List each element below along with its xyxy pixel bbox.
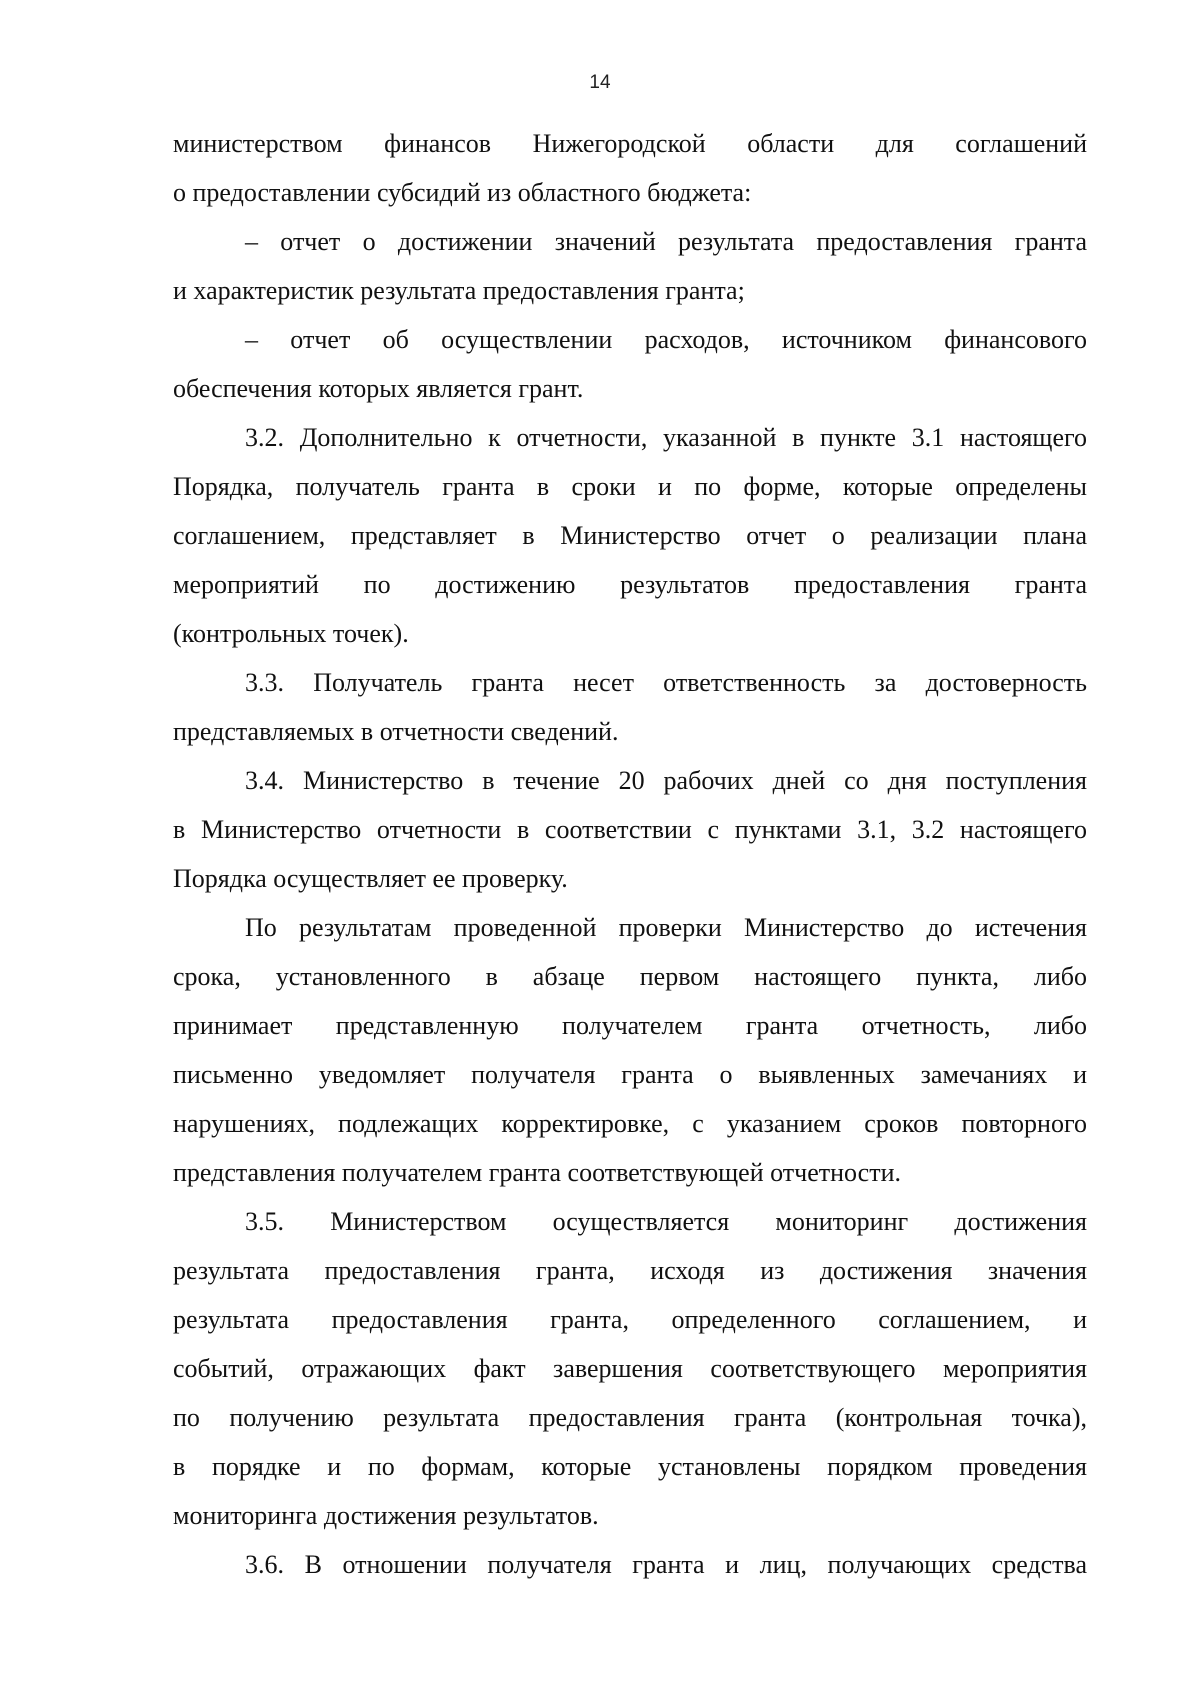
text-line: – отчет об осуществлении расходов, источником финансового <box>245 325 1087 354</box>
text-line: в Министерство отчетности в соответствии с пунктами 3.1, 3.2 настоящего <box>173 815 1087 844</box>
text-line: соглашением, представляет в Министерство отчет о реализации плана <box>173 521 1087 550</box>
text-line: принимает представленную получателем гранта отчетность, либо <box>173 1011 1087 1040</box>
text-line: 3.3. Получатель гранта несет ответственность за достоверность <box>245 668 1087 697</box>
text-line: нарушениях, подлежащих корректировке, с указанием сроков повторного <box>173 1109 1087 1138</box>
text-line: Порядка, получатель гранта в сроки и по форме, которые определены <box>173 472 1087 501</box>
text-line: мероприятий по достижению результатов предоставления гранта <box>173 570 1087 599</box>
text-line: обеспечения которых является грант. <box>173 374 584 403</box>
text-line: в порядке и по формам, которые установлены порядком проведения <box>173 1452 1087 1481</box>
text-line: 3.5. Министерством осуществляется мониторинг достижения <box>245 1207 1087 1236</box>
text-line: 3.4. Министерство в течение 20 рабочих дней со дня поступления <box>245 766 1087 795</box>
text-line: 3.2. Дополнительно к отчетности, указанной в пункте 3.1 настоящего <box>245 423 1087 452</box>
text-line: результата предоставления гранта, определенного соглашением, и <box>173 1305 1087 1334</box>
text-line: По результатам проведенной проверки Министерство до истечения <box>245 913 1087 942</box>
text-line: по получению результата предоставления гранта (контрольная точка), <box>173 1403 1087 1432</box>
text-line: событий, отражающих факт завершения соответствующего мероприятия <box>173 1354 1087 1383</box>
text-line: – отчет о достижении значений результата предоставления гранта <box>245 227 1087 256</box>
text-line: и характеристик результата предоставления гранта; <box>173 276 745 305</box>
document-body <box>173 119 1087 1589</box>
page-number: 14 <box>589 72 611 93</box>
text-line: Порядка осуществляет ее проверку. <box>173 864 568 893</box>
text-line: мониторинга достижения результатов. <box>173 1501 599 1530</box>
text-line: (контрольных точек). <box>173 619 409 648</box>
text-line: письменно уведомляет получателя гранта о выявленных замечаниях и <box>173 1060 1087 1089</box>
text-line: представляемых в отчетности сведений. <box>173 717 619 746</box>
text-line: результата предоставления гранта, исходя из достижения значения <box>173 1256 1087 1285</box>
text-line: министерством финансов Нижегородской области для соглашений <box>173 129 1087 158</box>
text-line: о предоставлении субсидий из областного бюджета: <box>173 178 752 207</box>
text-line: 3.6. В отношении получателя гранта и лиц, получающих средства <box>245 1550 1087 1579</box>
text-line: представления получателем гранта соответствующей отчетности. <box>173 1158 901 1187</box>
text-line: срока, установленного в абзаце первом настоящего пункта, либо <box>173 962 1087 991</box>
